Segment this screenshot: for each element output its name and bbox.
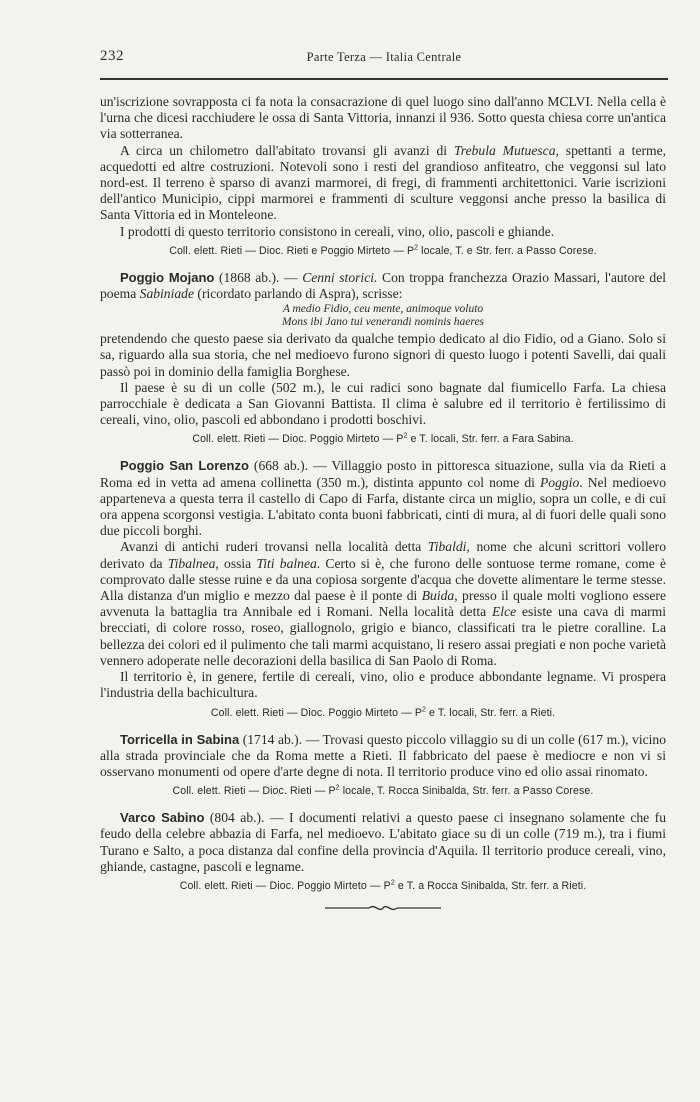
entry-heading-paragraph: Poggio Mojano (1868 ab.). — Cenni storici. Con troppa franchezza Orazio Massari, l'autore del poema Sabiniade (ricordato parlando di Aspra), scrisse: <box>100 269 667 302</box>
paragraph: Il paese è su di un colle (502 m.), le cui radici sono bagnate dal fiumicello Farfa. La chiesa parrocchiale è dedicata a San Giovanni Battista. Il clima è salubre ed il territorio è fertilissimo di cereali, vino, olio, pascoli ed abbondano i prodotti boschivi. <box>100 379 666 428</box>
administrative-note: Coll. elett. Rieti — Dioc. Rieti e Poggio Mirteto — $P^2$ locale, T. e Str. ferr. a Passo Corese. <box>169 244 597 257</box>
entry-name: Varco Sabino <box>120 810 205 826</box>
administrative-note: Coll. elett. Rieti — Dioc. Poggio Mirteto — $P^2$ e T. a Rocca Sinibalda, Str. ferr. a Rieti. <box>179 879 587 892</box>
page-number: 232 <box>100 48 124 64</box>
paragraph: un'iscrizione sovrapposta ci fa nota la consacrazione di quel luogo sino dall'anno MCLVI. Nella cella è l'urna che dicesi racchiudere le ossa di Santa Vittoria, innanzi il 936. Sotto questa chiesa corre un'antica via sotterranea. <box>100 94 666 142</box>
header-rule <box>100 78 668 80</box>
administrative-note: Coll. elett. Rieti — Dioc. Poggio Mirteto — $P^2$ e T. locali, Str. ferr. a Fara Sabina. <box>192 432 574 446</box>
paragraph: I prodotti di questo territorio consistono in cereali, vino, olio, pascoli e ghiande. <box>120 223 555 239</box>
entry-name: Poggio San Lorenzo <box>120 458 249 474</box>
page-body <box>100 94 666 913</box>
entry-name: Poggio Mojano <box>120 269 215 285</box>
paragraph: Avanzi di antichi ruderi trovansi nella località detta Tibaldi, nome che alcuni scrittori vollero derivato da Tibalnea, ossia Titi balnea. Certo si è, che furono delle sontuose terme romane, come è comprovato dalle stesse ruine e da una copiosa sorgente d'acqua che dovette alimentare le terme stesse. Alla distanza d'un miglio e mezzo dal paese è il ponte di Buida, presso il quale molti vogliono essere avvenuta la battaglia tra Annibale ed i Romani. Nella località detta Elce esiste una cava di marmi brecciati, di colore rosso, roseo, giallognolo, grigio e bianco, classificati tra le pietre coralline. La bellezza dei colori ed il pulimento che tali marmi acquistano, li resero assai pregiati e non poche varietà vennero adoperate nelle decorazioni della basilica di San Paolo di Roma. <box>100 539 667 668</box>
entry-name: Torricella in Sabina <box>120 731 240 747</box>
administrative-note: Coll. elett. Rieti — Dioc. Rieti — $P^2$ locale, T. Rocca Sinibalda, Str. ferr. a Passo Corese. <box>172 784 594 798</box>
entry-heading-paragraph: Varco Sabino (804 ab.). — I documenti relativi a questo paese ci insegnano solamente che fu feudo della celebre abbazia di Farfa, nel medioevo. L'abitato giace su di un colle (719 m.), tra i fiumi Turano e Salto, a poca distanza dal confine della provincia d'Aquila. Il territorio produce cereali, vino, ghiande, castagne, pascoli e legname. <box>100 810 666 874</box>
page-header <box>100 48 668 72</box>
latin-verse: A medio Fidio, ceu mente, animoque voluto Mons ibi Jano tui venerandi nominis haeres <box>281 303 485 329</box>
paragraph: pretendendo che questo paese sia derivato da qualche tempio dedicato al dio Fidio, od a Giano. Solo si sa, riguardo alla sua storia, che nel medioevo furono signori di questo luogo i potenti Savelli, dai quali passò poi in dominio della famiglia Borghese. <box>100 331 666 379</box>
administrative-note: Coll. elett. Rieti — Dioc. Poggio Mirteto — $P^2$ e T. locali, Str. ferr. a Rieti. <box>210 705 556 719</box>
running-title: Parte Terza — Italia Centrale <box>306 50 462 64</box>
ornament-divider <box>323 903 443 913</box>
entry-heading-paragraph: Poggio San Lorenzo (668 ab.). — Villaggio posto in pittoresca situazione, sulla via da Rieti a Roma ed in vetta ad amena collinetta (350 m.), distinta appunto col nome di Poggio. Nel medioevo apparteneva a questa terra il castello di Capo di Farfa, distante circa un miglio, sopra un colle, e di cui ora appena scorgonsi vestigia. L'abitato conta buoni fabbricati, cinti di mura, al di fuori delle quali sono due piccoli borghi. <box>100 458 666 539</box>
paragraph: A circa un chilometro dall'abitato trovansi gli avanzi di Trebula Mutuesca, spettanti a terme, acquedotti ed altre costruzioni. Notevoli sono i resti del grandioso anfiteatro, che veggonsi sul lato nord-est. Il terreno è sparso di avanzi marmorei, di fregi, di frammenti architettonici. Varie iscrizioni dell'antico Municipio, cippi marmorei e frammenti di sculture veggonsi anche presso la basilica di Santa Vittoria ed in Monteleone. <box>100 142 667 223</box>
paragraph: Il territorio è, in genere, fertile di cereali, vino, olio e produce abbondante legname. Vi prospera l'industria della bachicultura. <box>100 669 666 701</box>
entry-heading-paragraph: Torricella in Sabina (1714 ab.). — Trovasi questo piccolo villaggio su di un colle (617 m.), vicino alla strada provinciale che da Roma mette a Rieti. Il fabbricato del paese è mediocre e non vi si osservano monumenti od opere d'arte degne di nota. Il territorio produce vino ed olio assai rinomato. <box>100 731 666 779</box>
